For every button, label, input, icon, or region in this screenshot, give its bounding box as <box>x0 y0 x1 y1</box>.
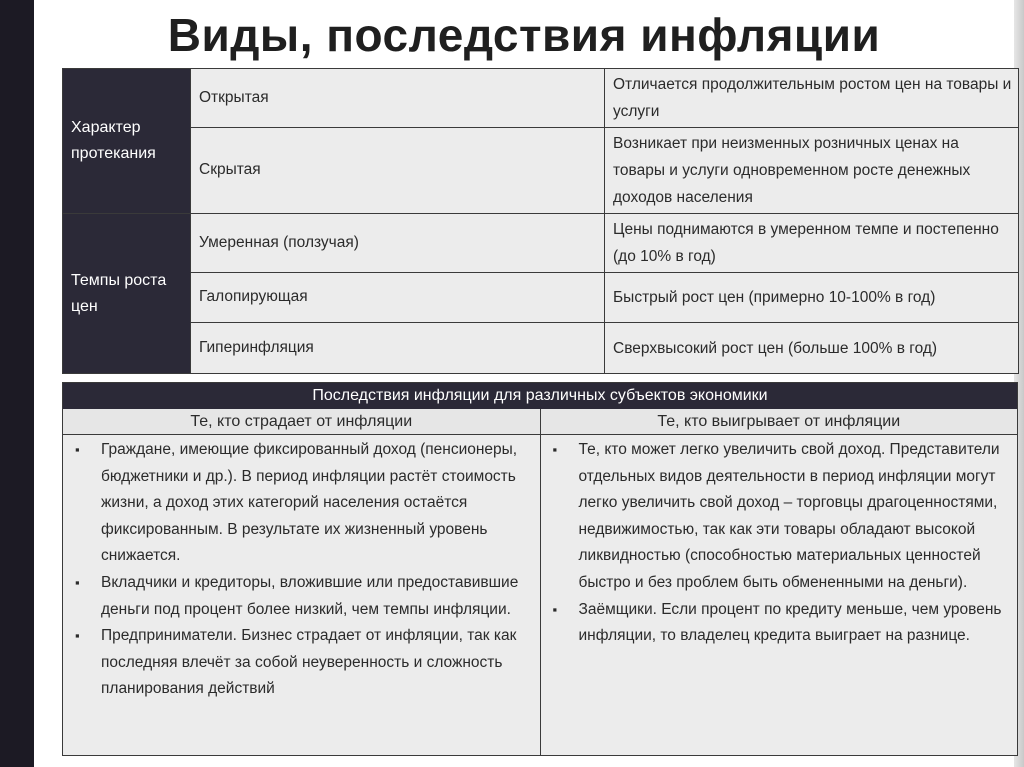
losers-column-header: Те, кто страдает от инфляции <box>63 409 541 434</box>
bullet-icon: ▪ <box>75 442 80 457</box>
bullet-icon: ▪ <box>75 628 80 644</box>
effects-column-headers <box>63 409 1017 435</box>
list-item-text: Те, кто может легко увеличить свой доход. Представители отдельных видов деятельности в период инфляции могут легко увеличить свой доход – торговцы драгоценностями, недвижимостью, так как эти товары обладают высокой ликвидностью (способностью материальных ценностей быстро и без проблем быть обмененными на деньги). <box>578 441 1000 591</box>
list-item <box>69 437 534 570</box>
table-row <box>63 323 1019 374</box>
list-item-text: Предприниматели. Бизнес страдает от инфляции, так как последняя влечёт за собой неуверенность и сложность планирования действий <box>101 627 517 698</box>
bullet-icon: ▪ <box>75 574 80 590</box>
bullet-icon: ▪ <box>552 601 558 617</box>
list-item <box>547 437 1012 597</box>
table-row <box>63 128 1019 214</box>
list-item <box>69 570 534 623</box>
winners-column-header: Те, кто выигрывает от инфляции <box>541 409 1018 434</box>
type-name: Открытая <box>191 69 605 128</box>
type-description: Возникает при неизменных розничных ценах на товары и услуги одновременном росте денежных доходов населения <box>605 128 1019 214</box>
group-label: Характер протекания <box>63 69 191 214</box>
table-row <box>63 214 1019 273</box>
list-item <box>547 597 1012 650</box>
table-row <box>63 69 1019 128</box>
effects-table-body <box>63 435 1017 755</box>
page-title: Виды, последствия инфляции <box>167 9 881 61</box>
left-decorative-bar <box>0 0 34 767</box>
effects-table-header: Последствия инфляции для различных субъектов экономики <box>63 383 1017 409</box>
list-item-text: Граждане, имеющие фиксированный доход (пенсионеры, бюджетники и др.). В период инфляции растёт стоимость жизни, а доход этих категорий населения остаётся фиксированным. В результате их жизненный уровень снижается. <box>101 441 518 565</box>
losers-column <box>63 435 541 755</box>
type-description: Быстрый рост цен (примерно 10-100% в год) <box>605 273 1019 323</box>
list-item-text: Заёмщики. Если процент по кредиту меньше, чем уровень инфляции, то владелец кредита выиграет на разнице. <box>578 600 1002 645</box>
type-name: Умеренная (ползучая) <box>191 214 605 273</box>
inflation-types-table <box>62 68 1019 374</box>
bullet-icon: ▪ <box>552 442 558 457</box>
inflation-effects-table <box>62 382 1018 756</box>
table-row <box>63 273 1019 323</box>
winners-column <box>541 435 1018 755</box>
list-item-text: Вкладчики и кредиторы, вложившие или предоставившие деньги под процент более низкий, чем темпы инфляции. <box>101 573 519 618</box>
type-name: Галопирующая <box>191 273 605 323</box>
winners-list <box>547 437 1012 650</box>
type-description: Сверхвысокий рост цен (больше 100% в год) <box>605 323 1019 374</box>
type-description: Цены поднимаются в умеренном темпе и постепенно (до 10% в год) <box>605 214 1019 273</box>
losers-list <box>69 437 534 703</box>
type-name: Гиперинфляция <box>191 323 605 374</box>
type-description: Отличается продолжительным ростом цен на товары и услуги <box>605 69 1019 128</box>
list-item <box>69 623 534 703</box>
type-name: Скрытая <box>191 128 605 214</box>
group-label: Темпы роста цен <box>63 214 191 374</box>
